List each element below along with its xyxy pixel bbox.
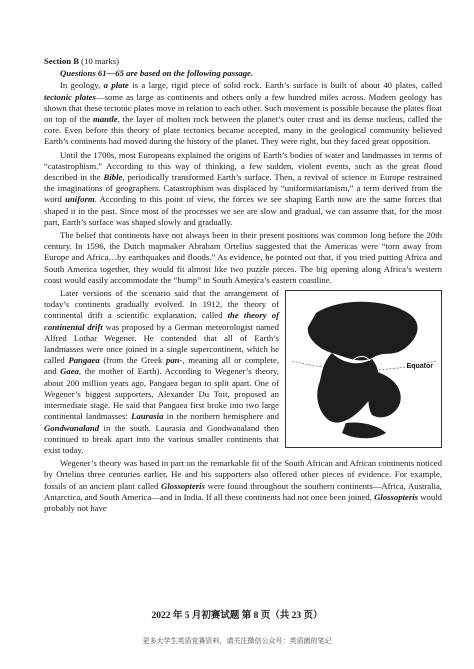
term-continental-drift: the theory of continental drift	[44, 310, 279, 332]
section-title: Section B	[44, 56, 79, 66]
text: in the northern hemisphere and	[163, 411, 279, 422]
term-gondwanaland: Gondwanaland	[44, 422, 100, 433]
document-body	[44, 56, 442, 516]
text: (from the Greek	[99, 355, 166, 366]
term-bible: Bible	[103, 172, 123, 183]
text: would probably not have	[44, 491, 442, 513]
text: was proposed by a German meteorologist named Alfred Lothar Wegener. He contended that all of Earth’s landmasses were once joined in a single supercontinent, which he called	[44, 321, 280, 366]
text: were found throughout the southern continents—Africa, Australia, Antarctica, and South America—and in India. If all these continents had not once been joined,	[44, 480, 442, 502]
promo-line: 更多大学生英语竞赛资料，请关注微信公众号：英语菌的笔记	[142, 637, 332, 645]
text: In geology,	[60, 80, 104, 91]
term-glossopteris: Glossopteris	[161, 480, 205, 491]
text: . According to this point of view, the forces we see shaping Earth now are the same forces that shaped it in the past. Since most of the processes we see are slow and gradual, we can assume that, for the most part, Earth’s surface was shaped slowly and gradually.	[44, 194, 443, 227]
text: , periodically transformed Earth’s surface. Then, a revival of science in Europe restrained the imaginations of geographers. Catastrophism was displaced by “uniformitarianism,” a term derived from the word	[44, 172, 442, 205]
term-plate: a plate	[103, 80, 129, 91]
text: Wegener’s theory was based in part on the remarkable fit of the South African and African continents noticed by Ortelius three centuries earlier. He and his supporters also offered other pieces of evidence. For example, fossils of an ancient plant called	[44, 458, 442, 491]
watermark-text: 英语菌的笔记	[238, 253, 274, 305]
term-laurasia: Laurasia	[131, 411, 164, 422]
section-heading	[44, 56, 442, 67]
term-mantle: mantle	[93, 114, 118, 125]
text: —some as large as continents and others only a few hundred miles across. Modern geology has shown that these tectonic plates move in relation to each other. Such movement is possible because the plates float on top of the	[44, 91, 442, 125]
paragraph-5	[44, 458, 442, 514]
term-tectonic-plates: tectonic plates	[44, 91, 96, 102]
pangaea-map-figure	[285, 290, 442, 448]
text: , meaning all or complete, and	[44, 355, 279, 377]
text: Later versions of the scenario said that the arrangement of today’s continents gradually evolved. In 1912, the theory of continental drift a scientific explanation, called	[44, 288, 279, 321]
text: , the layer of molten rock between the planet’s outer crust and its dense nucleus, called the core. Even before this theory of plate tectonics became accepted, many in the geological community believed Earth’s continents had moved during the history of the planet. They were right, but they faced great opposition.	[44, 114, 442, 147]
text: is a large, rigid piece of solid rock. Earth’s surface is built of about 40 plates, called	[128, 80, 442, 91]
text: , the mother of Earth). According to Wegener’s theory, about 200 million years ago, Pangaea began to split apart. One of Wegener’s biggest supporters, Alexander Du Toit, proposed an intermediate stage. He said that Pangaea first broke into two large continental landmasses:	[44, 366, 279, 422]
term-glossopteris: Glossopteris	[374, 491, 419, 502]
term-uniform: uniform	[65, 194, 95, 205]
passage-instruction: Questions 61—65 are based on the following passage.	[60, 68, 254, 79]
page-footer: 2022 年 5 月初赛试题 第 8 页（共 23 页）	[151, 611, 323, 621]
term-gaea: Gaea	[60, 366, 79, 377]
section-marks: (10 marks)	[81, 56, 120, 66]
paragraph-1	[44, 80, 442, 147]
equator-label: Equator	[406, 363, 433, 371]
paragraph-3: The belief that continents have not always been in their present positions was common long before the 20th century. In 1596, the Dutch mapmaker Abraham Ortelius suggested that the Americas were “torn away from Europe and Africa…by earthquakes and floods.” As evidence, he pointed out that, if you tried putting Africa and South America together, they would fit almost like two puzzle pieces. The big opening along Africa’s western coast would easily accommodate the “hump” in South America’s eastern coastline.	[44, 230, 442, 285]
text: in the south. Laurasia and Gondwanaland then continued to break apart into the various smaller continents that exist today.	[44, 422, 279, 455]
paragraph-2	[44, 150, 442, 228]
term-pan: pan-	[165, 355, 183, 366]
text: Until the 1700s, most Europeans explained the origins of Earth’s bodies of water and landmasses in terms of “catastrophism.” According to this way of thinking, a few sudden, violent events, such as the great flood described in the	[44, 149, 442, 183]
term-pangaea: Pangaea	[68, 355, 100, 366]
